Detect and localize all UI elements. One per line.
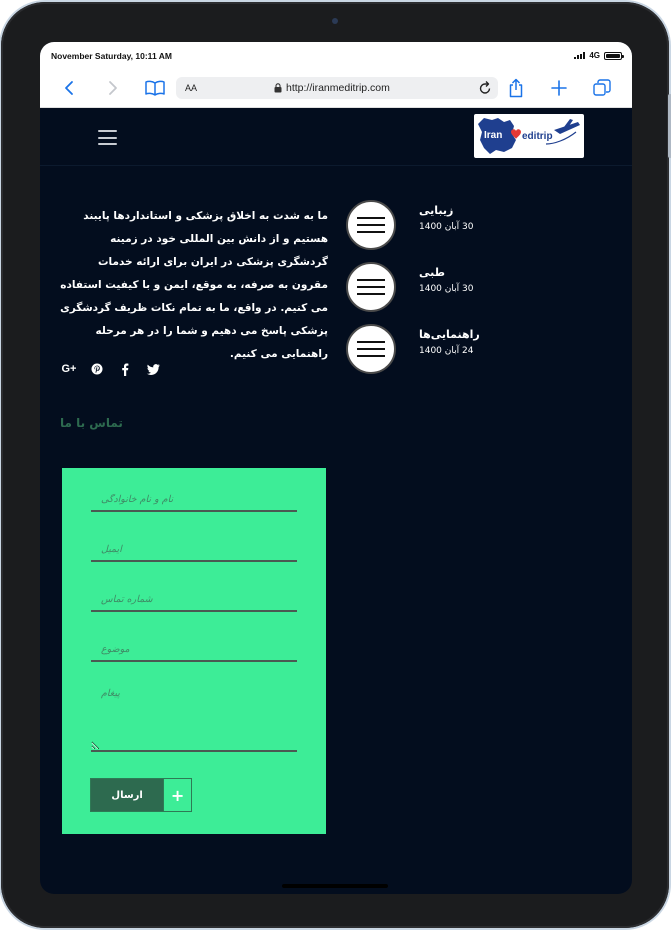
address-bar[interactable] — [176, 77, 498, 99]
screen — [40, 42, 632, 894]
book-icon — [145, 80, 165, 96]
bookmarks-button[interactable] — [144, 77, 166, 99]
browser-toolbar — [40, 68, 632, 108]
logo-text-iran: Iran — [484, 130, 503, 141]
article-date: 24 آبان 1400 — [419, 346, 474, 356]
chevron-right-icon — [107, 80, 119, 96]
menu-button[interactable] — [98, 130, 117, 145]
email-input[interactable] — [91, 538, 297, 562]
signal-icon — [574, 52, 585, 59]
message-textarea[interactable] — [91, 682, 297, 752]
back-button[interactable] — [58, 77, 80, 99]
text-size-button[interactable]: AA — [185, 83, 198, 93]
plus-icon[interactable]: + — [163, 779, 191, 811]
battery-icon — [604, 52, 622, 60]
article-list — [346, 200, 506, 386]
article-title[interactable]: زیبایی — [419, 204, 454, 217]
new-tab-button[interactable] — [548, 77, 570, 99]
reload-button[interactable] — [478, 80, 492, 100]
contact-form — [62, 468, 326, 834]
reload-icon — [478, 80, 492, 96]
share-icon — [508, 78, 524, 98]
social-links — [61, 362, 161, 376]
contact-title: تماس با ما — [60, 416, 123, 430]
subject-input[interactable] — [91, 638, 297, 662]
url-text: http://iranmeditrip.com — [286, 82, 390, 94]
article-date: 30 آبان 1400 — [419, 222, 474, 232]
logo-graphic — [474, 114, 584, 158]
article-item[interactable] — [346, 262, 506, 324]
article-item[interactable] — [346, 324, 506, 386]
status-time: November Saturday, 10:11 AM — [51, 51, 172, 61]
camera — [332, 18, 338, 24]
article-thumbnail[interactable] — [346, 200, 396, 250]
article-item[interactable] — [346, 200, 506, 262]
phone-input[interactable] — [91, 588, 297, 612]
tabs-icon — [593, 79, 611, 97]
site-logo[interactable] — [474, 114, 584, 158]
article-title[interactable]: طبی — [419, 266, 445, 279]
network-label: 4G — [589, 51, 600, 60]
article-thumbnail[interactable] — [346, 324, 396, 374]
twitter-icon[interactable] — [145, 362, 161, 376]
name-input[interactable] — [91, 488, 297, 512]
facebook-icon[interactable] — [117, 362, 133, 376]
home-indicator — [282, 884, 388, 888]
google-plus-icon[interactable]: G+ — [61, 363, 77, 375]
plus-icon — [551, 80, 567, 96]
chevron-left-icon — [63, 80, 75, 96]
article-thumbnail[interactable] — [346, 262, 396, 312]
article-title[interactable]: راهنمایی‌ها — [419, 328, 480, 341]
forward-button[interactable] — [102, 77, 124, 99]
article-date: 30 آبان 1400 — [419, 284, 474, 294]
status-indicators — [574, 51, 622, 60]
share-button[interactable] — [505, 77, 527, 99]
about-text: ما به شدت به اخلاق پزشکی و استانداردها پایبند هستیم و از دانش بین المللی خود در زمینه گردشگری پزشکی در ایران برای ارائه خدمات مقرون به صرفه، به موقع، ایمن و با کیفیت استفاده می کنیم. در واقع، ما به تمام نکات ظریف گردشگری پزشکی پاسخ می دهیم و شما را در هر مرحله راهنمایی می کنیم. — [60, 210, 328, 360]
logo-text-trip: editrip — [522, 131, 553, 142]
status-bar — [40, 42, 632, 68]
lock-icon — [274, 83, 282, 93]
url-display[interactable] — [274, 82, 390, 94]
send-button-group — [90, 778, 192, 812]
tabs-button[interactable] — [591, 77, 613, 99]
send-button[interactable]: ارسال — [91, 779, 163, 811]
tablet-frame — [1, 2, 669, 928]
site-header — [40, 108, 632, 166]
pinterest-icon[interactable] — [89, 362, 105, 376]
